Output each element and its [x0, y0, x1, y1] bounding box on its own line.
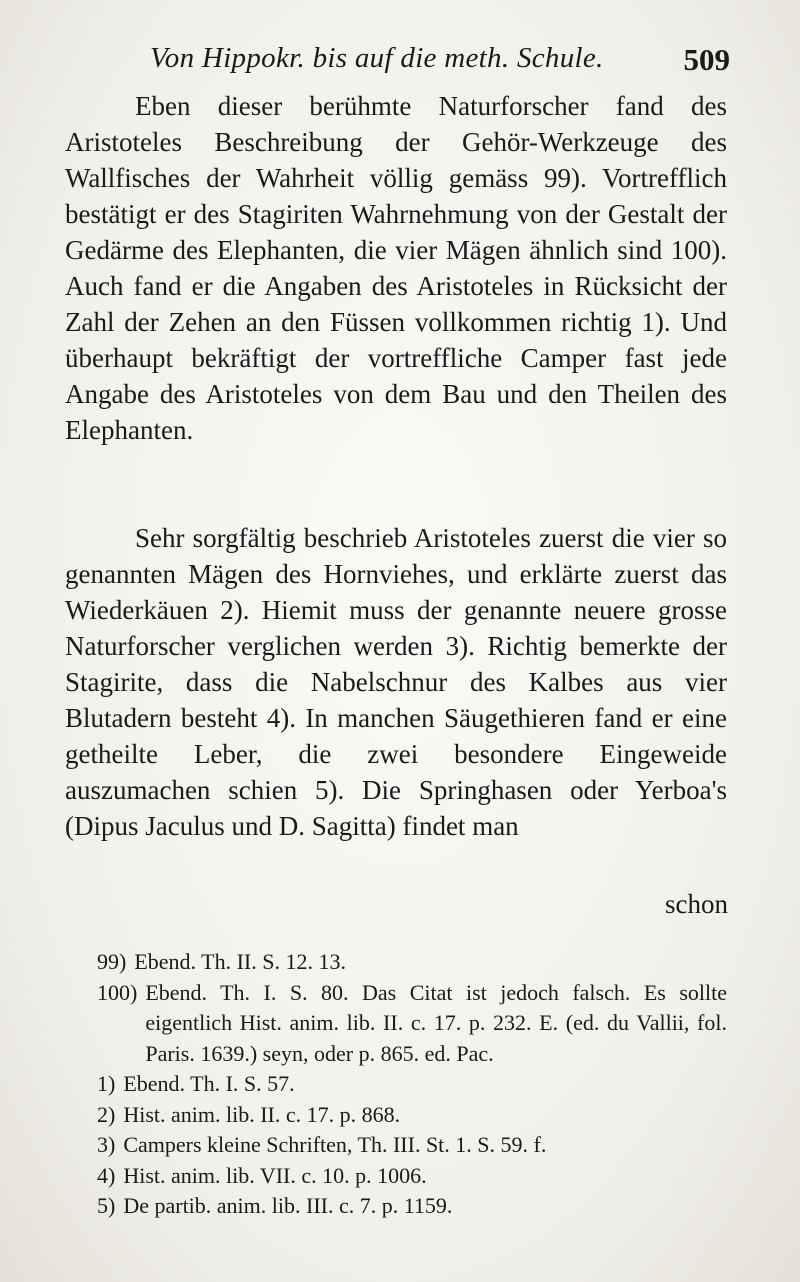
footnote-number: 99) [97, 949, 127, 974]
footnote-3 [97, 1130, 727, 1161]
footnote-1 [97, 1069, 727, 1100]
footnote-2 [97, 1100, 727, 1131]
catchword: schon [665, 889, 728, 919]
footnote-5 [97, 1191, 727, 1222]
footnote-text: Hist. anim. lib. VII. c. 10. p. 1006. [123, 1162, 427, 1188]
footnote-text: Ebend. Th. I. S. 57. [123, 1071, 295, 1096]
footnote-99 [97, 947, 727, 978]
footnote-text: Ebend. Th. II. S. 12. 13. [134, 949, 346, 974]
footnote-4 [97, 1161, 727, 1192]
footnotes [97, 947, 727, 1222]
footnote-number: 100) [97, 979, 138, 1005]
footnote-100 [97, 978, 727, 1070]
footnote-number: 5) [97, 1193, 116, 1218]
page-number: 509 [683, 42, 730, 77]
running-title: Von Hippokr. bis auf die meth. Schule. [150, 42, 604, 74]
running-header [150, 40, 730, 80]
footnote-number: 4) [97, 1162, 116, 1188]
body-paragraph-2: Sehr sorgfältig beschrieb Aristoteles zuerst die vier so genannten Mägen des Hornviehes, und erklärte zuerst das Wiederkäuen 2). Hiemit muss der genannte neuere grosse Naturforscher verglichen werden 3). Richtig bemerkte der Stagirite, dass die Nabelschnur des Kalbes aus vier Blutadern besteht 4). In manchen Säugethieren fand er eine getheilte Leber, die zwei besondere Eingeweide auszumachen schien 5). Die Springhasen oder Yerboa's (Dipus Jaculus und D. Sagitta) findet man [65, 523, 727, 841]
footnote-text: De partib. anim. lib. III. c. 7. p. 1159. [123, 1193, 453, 1218]
footnote-number: 1) [97, 1071, 116, 1096]
footnote-text: Hist. anim. lib. II. c. 17. p. 868. [123, 1101, 401, 1127]
body-paragraph-1: Eben dieser berühmte Naturforscher fand des Aristoteles Beschreibung der Gehör-Werkzeuge des Wallfisches der Wahrheit völlig gemäss 99). Vortrefflich bestätigt er des Stagiriten Wahrnehmung von der Gestalt der Gedärme des Elephanten, die vier Mägen ähnlich sind 100). Auch fand er die Angaben des Aristoteles in Rücksicht der Zahl der Zehen an den Füssen vollkommen richtig 1). Und überhaupt bekräftigt der vortreffliche Camper fast jede Angabe des Aristoteles von dem Bau und den Theilen des Elephanten. [65, 91, 727, 445]
footnote-number: 3) [97, 1132, 116, 1157]
footnote-number: 2) [97, 1101, 116, 1127]
footnote-text: Campers kleine Schriften, Th. III. St. 1. S. 59. f. [123, 1132, 547, 1157]
footnote-text: Ebend. Th. I. S. 80. Das Citat ist jedoch falsch. Es sollte eigentlich Hist. anim. lib. II. c. 17. p. 232. E. (ed. du Vallii, fol. Paris. 1639.) seyn, oder p. 865. ed. Pac. [145, 979, 727, 1066]
